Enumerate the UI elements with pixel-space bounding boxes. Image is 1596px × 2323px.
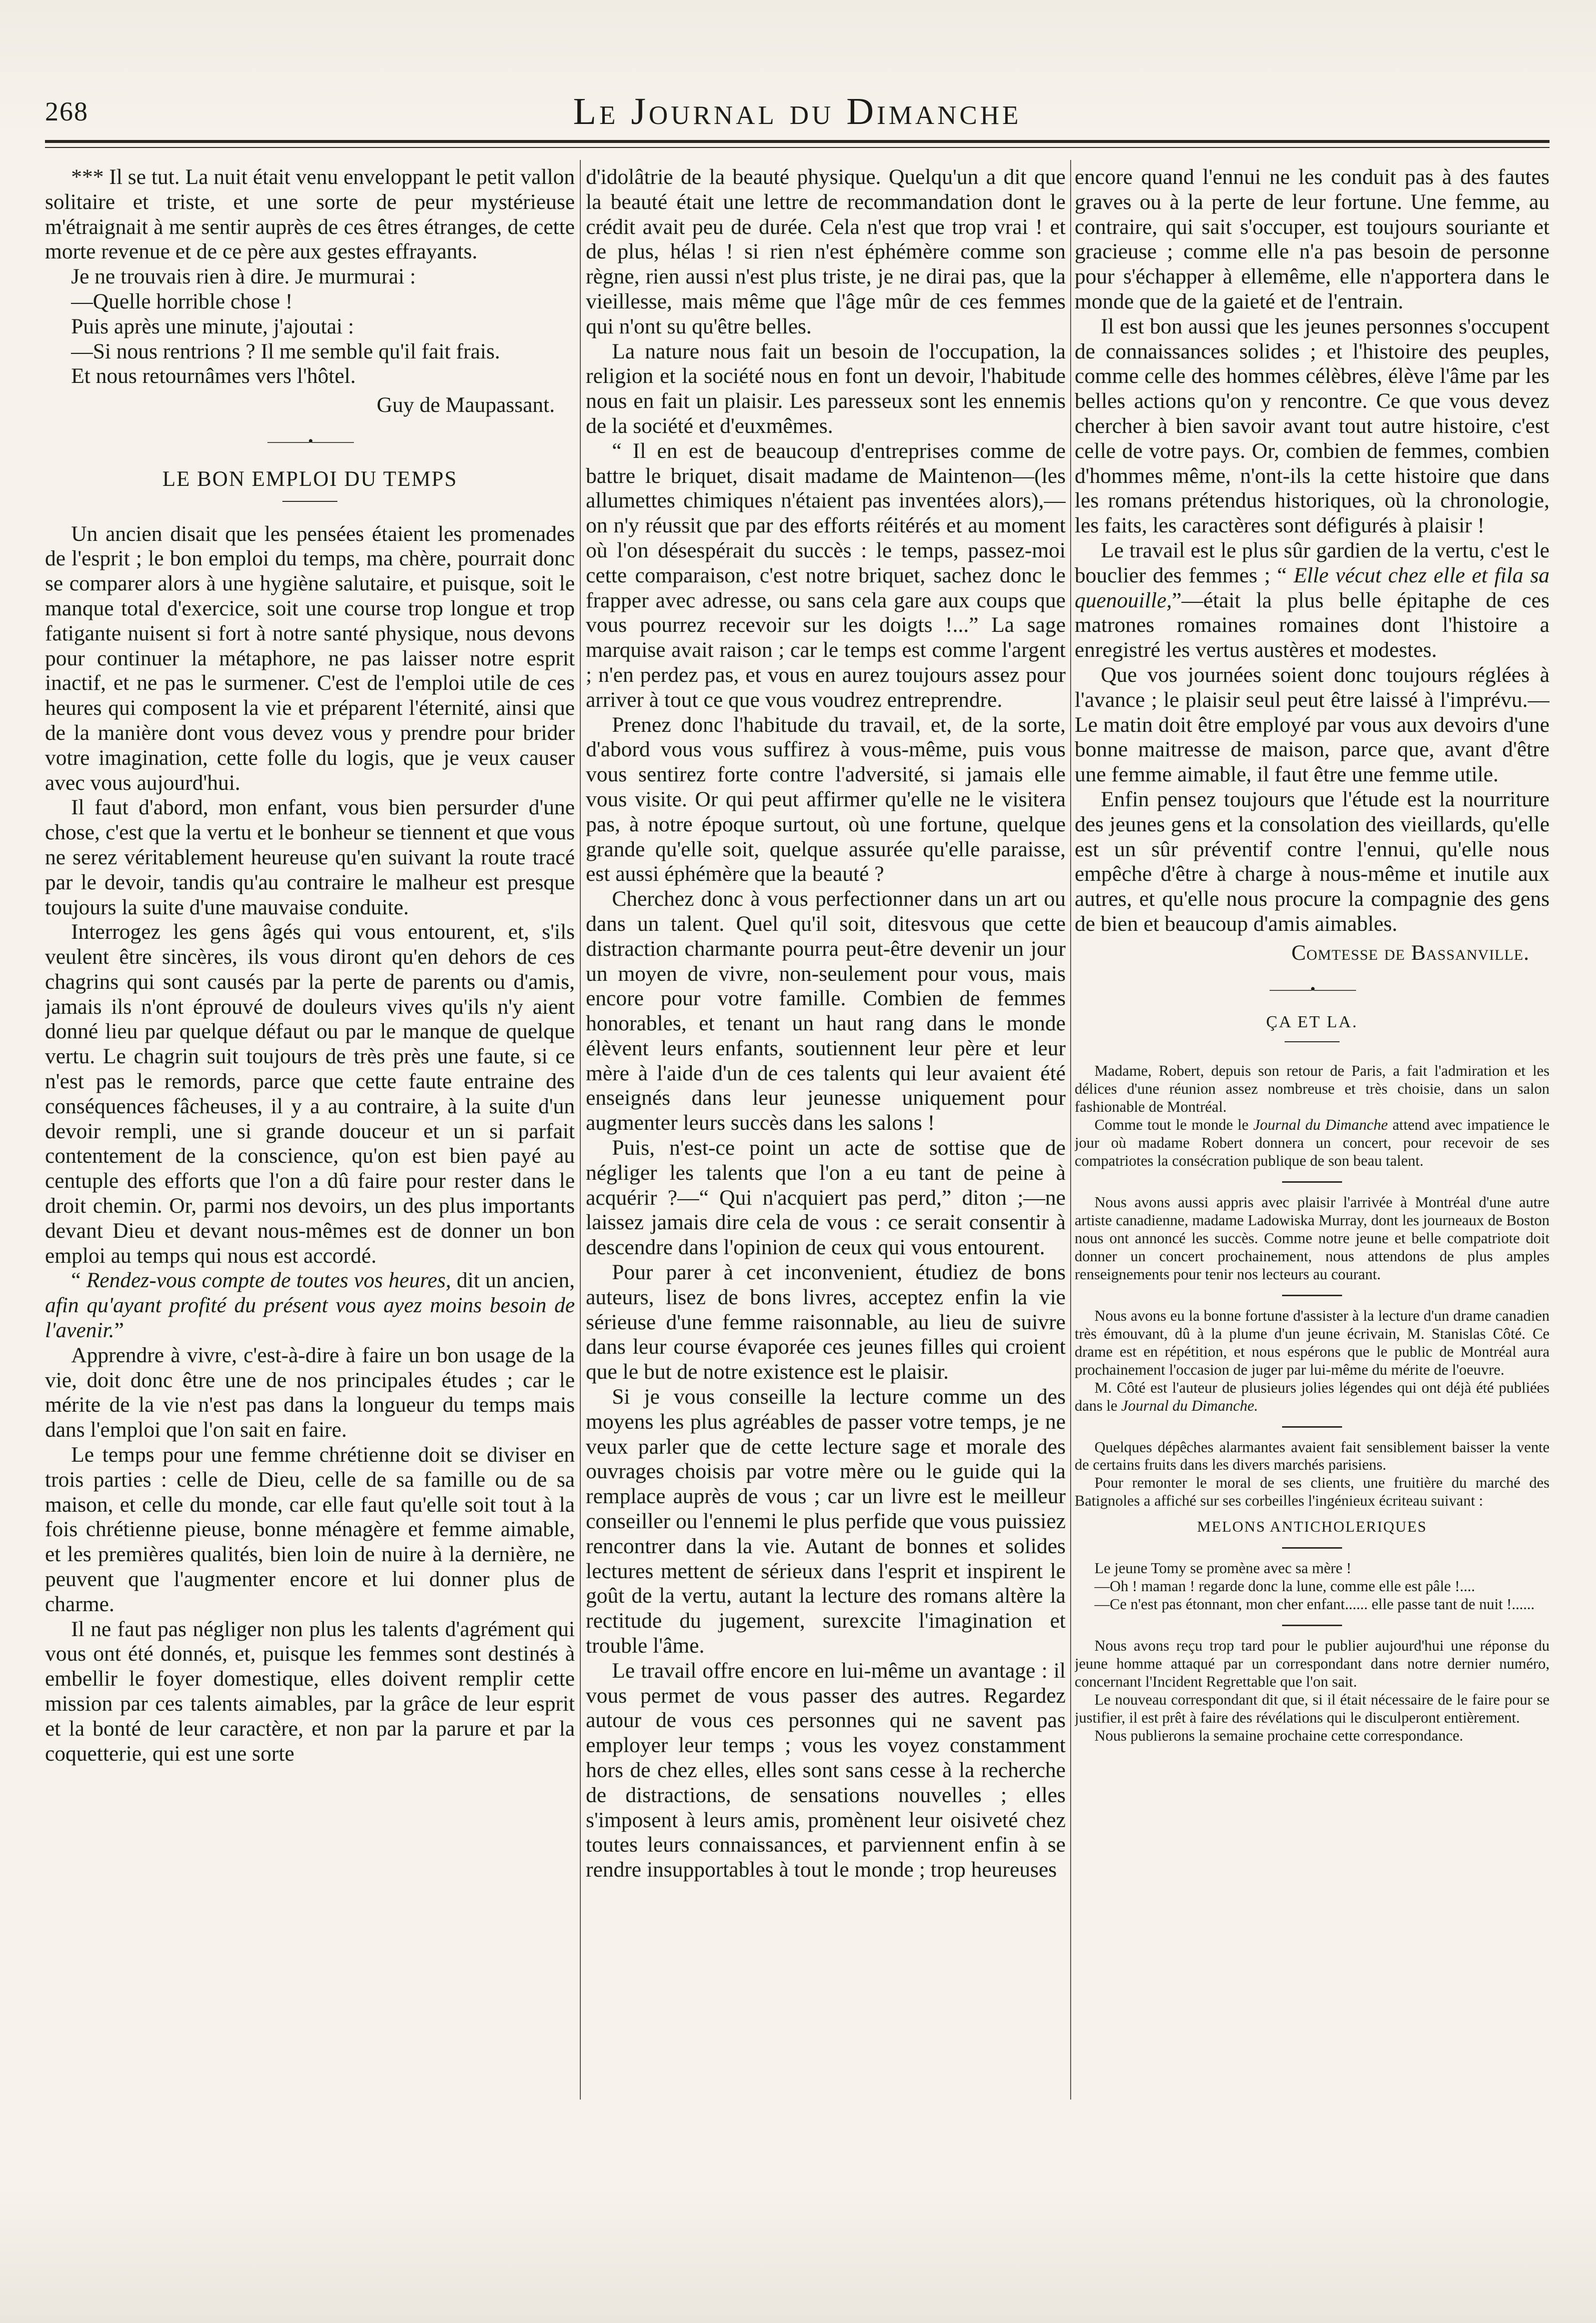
page-number: 268 xyxy=(45,96,88,126)
article-paragraph: Il faut d'abord, mon enfant, vous bien persurder d'une chose, c'est que la vertu et le bonheur se tiennent et que vous ne serez véritablement heureuse qu'en suivant la route tracé par le devoir, tandis qu'au contraire le malheur est presque toujours la suite d'une mauvaise conduite. xyxy=(45,795,575,919)
article-paragraph: Si je vous conseille la lecture comme un des moyens les plus agréables de passer votre temps, je ne veux parler que de cette lecture sage et morale des ouvrages choisis par votre mère ou le guide qui la remplace auprès de vous ; car un livre est le meilleur conseiller ou l'ennemi le plus perfide que vous puissiez rencontrer dans la vie. Autant de bonnes et solides lectures mettent de sérieux dans l'esprit et inspirent le goût de la vertu, autant la lecture des romans altère la rectitude du jugement, surexcite l'imagination et trouble l'âme. xyxy=(586,1385,1066,1658)
virtue-quote: Elle vécut chez elle et fila sa quenouille, xyxy=(1075,563,1550,612)
column-2 xyxy=(586,165,1066,2225)
story-ending-paragraph: Je ne trouvais rien à dire. Je murmurai : xyxy=(71,264,416,289)
article-paragraph xyxy=(1075,538,1550,663)
article-paragraph: Enfin pensez toujours que l'étude est la nourriture des jeunes gens et la consolation des vieillards, qu'elle est un sûr préventif contre l'ennui, qu'elle nous empêche d'être à charge à nous-même et inutile aux autres, et qu'elle nous procure la compagnie des gens de bien et beaucoup d'amis aimables. xyxy=(1075,787,1550,936)
news-separator xyxy=(1282,1181,1342,1183)
news-text: M. Côté est l'auteur de plusieurs jolies légendes qui ont déjà été publiées dans le xyxy=(1075,1379,1550,1414)
column-3 xyxy=(1075,165,1550,2225)
story-ending-paragraph: —Si nous rentrions ? Il me semble qu'il fait frais. xyxy=(71,339,500,363)
article-paragraph: Il ne faut pas négliger non plus les talents d'agrément qui vous ont été donnés, et, puisque les femmes sont destinés à embellir le foyer domestique, elles doivent remplir cette mission par ces talents aimables, par la grâce de leur esprit et la bonté de leur caractère, et non par la parure et par la coquetterie, qui est une sorte xyxy=(45,1617,575,1766)
article-title: LE BON EMPLOI DU TEMPS xyxy=(162,467,458,491)
title-rule xyxy=(282,501,337,502)
news-separator xyxy=(1282,1625,1342,1626)
news-text: Comme tout le monde le xyxy=(1094,1116,1254,1133)
page-header xyxy=(45,90,1550,145)
quote-open: “ xyxy=(71,1268,86,1293)
article-paragraph: Prenez donc l'habitude du travail, et, de la sorte, d'abord vous vous suffirez à vous-même, puis vous vous sentirez forte contre l'adversité, si jamais elle vous visite. Or qui peut affirmer qu'elle ne le visitera pas, à notre époque surtout, où une fortune, quelque grande qu'elle soit, quelque assurée qu'elle paraisse, est aussi éphémère que la beauté ? xyxy=(586,712,1066,886)
news-text: attend avec impatience le jour où madame Robert donnera un concert, pour recevoir de ses compatriotes la consécration publique de son beau talent. xyxy=(1075,1116,1550,1169)
story-ending-paragraph: *** Il se tut. La nuit était venu enveloppant le petit vallon solitaire et triste, et une sorte de peur mystérieuse m'étraignait à me sentir auprès de ces êtres étranges, de cette morte revenue et de ce père aux gestes effrayants. xyxy=(45,165,575,264)
header-rule-thin xyxy=(45,147,1550,148)
story-ending-paragraph: Puis après une minute, j'ajoutai : xyxy=(71,314,354,338)
quote-italic: Rendez-vous compte de toutes vos heures, xyxy=(86,1268,451,1293)
ornament-divider: ———•——— xyxy=(267,432,352,449)
sign-heading: MELONS ANTICHOLERIQUES xyxy=(1197,1518,1427,1536)
article-paragraph: d'idolâtrie de la beauté physique. Quelqu'un a dit que la beauté était une lettre de recommandation dont le crédit avait peu de durée. Cela n'est que trop vrai ! et de plus, hélas ! si rien n'est éphémère comme son règne, rien aussi n'est plus triste, je ne dirai pas, que la vieillesse, mais même que l'âge mûr de ces femmes qui n'ont su qu'être belles. xyxy=(586,165,1066,338)
article-paragraph: Cherchez donc à vous perfectionner dans un art ou dans un talent. Quel qu'il soit, ditesvous que cette distraction charmante pourra peut-être devenir un jour un moyen de vivre, non-seulement pour vous, mais encore pour votre famille. Combien de femmes honorables, et tenant un haut rang dans le monde élèvent leurs enfants, soutiennent leur père et leur mère à l'aide d'un de ces talents qui leur avaient été enseignés dans leur jeunesse uniquement pour augmenter leurs succès dans les salons ! xyxy=(586,887,1066,1135)
article-paragraph: Pour parer à cet inconvenient, étudiez de bons auteurs, lisez de bons livres, acceptez enfin la vie sérieuse d'une femme raisonnable, au lieu de suivre dans leur course évaporée ces jeunes filles qui croient que le but de notre existence est le plaisir. xyxy=(586,1260,1066,1384)
news-paragraph xyxy=(1075,1379,1550,1415)
news-items xyxy=(1075,1062,1550,1746)
virtue-text: Le travail est le plus sûr gardien de la vertu, c'est le bouclier des femmes ; “ xyxy=(1075,538,1550,587)
article-paragraph: “ Il en est de beaucoup d'entreprises comme de battre le briquet, disait madame de Maintenon—(les allumettes chimiques n'étaient pas inventées alors),—on n'y réussit que par des efforts réitérés et au moment où l'on désespérait du succès : le temps, passez-moi cette comparaison, c'est notre briquet, sachez donc le frapper avec adresse, ou sans cela gare aux coups que vous pourrez recevoir sur les doigts !...” La sage marquise avait raison ; car le temps est comme l'argent ; n'en perdez pas, et vous en aurez toujours assez pour arriver à tout ce que vous voudrez entreprendre. xyxy=(586,438,1066,712)
column-divider xyxy=(580,160,581,2100)
header-rule xyxy=(45,140,1550,143)
article-paragraph: Le temps pour une femme chrétienne doit se diviser en trois parties : celle de Dieu, celle de sa famille ou de sa maison, et celle du monde, car elle faut qu'elle soit tout à la fois chrétienne pieuse, bonne ménagère et femme aimable, et les premières qualités, bien loin de nuire à la dernière, ne peuvent que l'augmenter encore et lui donner plus de charme. xyxy=(45,1443,575,1616)
article-paragraph: Un ancien disait que les pensées étaient les promenades de l'esprit ; le bon emploi du temps, ma chère, pourrait donc se comparer alors à une hygiène salutaire, et puisque, soit le manque total d'exercice, soit une course trop longue et trop fatigante nuisent si fort à notre santé physique, nous devons pour continuer la métaphore, ne pas laisser notre esprit inactif, et ne pas le surmener. C'est de l'emploi utile de ces heures qui composent la vie et préparent l'éternité, ainsi que de la manière dont vous devez vous y prendre pour brider votre imagination, cette folle du logis, que je veux causer avec vous aujourd'hui. xyxy=(45,521,575,795)
column-divider xyxy=(1070,160,1071,2100)
news-separator xyxy=(1282,1426,1342,1428)
news-paragraph: —Oh ! maman ! regarde donc la lune, comme elle est pâle !.... xyxy=(1094,1578,1475,1595)
author-signature: Guy de Maupassant. xyxy=(376,393,555,417)
news-paragraph: Quelques dépêches alarmantes avaient fait sensiblement baisser la vente de certains fruits dans les divers marchés parisiens. xyxy=(1075,1438,1550,1474)
news-separator xyxy=(1282,1295,1342,1296)
article-paragraph: encore quand l'ennui ne les conduit pas à des fautes graves ou à la perte de leur fortune. Une femme, au contraire, qui sait s'occuper, est toujours souriante et gracieuse ; comme elle n'a pas besoin de personne pour s'échapper à ellemême, elle n'apportera dans le monde que de la gaieté et de l'entrain. xyxy=(1075,165,1550,313)
ornament-divider: ———•——— xyxy=(1270,980,1355,997)
news-paragraph xyxy=(1075,1116,1550,1170)
news-paragraph: Nous avons eu la bonne fortune d'assister à la lecture d'un drame canadien très émouvant, dû à la plume d'un jeune écrivain, M. Stanislas Côté. Ce drame est en répétition, et nous espérons que le public de Montréal aura prochainement l'occasion de juger par lui-même du mérite de l'oeuvre. xyxy=(1075,1307,1550,1378)
news-italic: Journal du Dimanche. xyxy=(1121,1397,1258,1414)
article-paragraph: Interrogez les gens âgés qui vous entourent, et, s'ils veulent être sincères, ils vous diront qu'en dehors de ces chagrins qui sont causés par la perte de parents ou d'amis, jamais ils n'ont éprouvé de douleurs vives qu'ils n'y aient donné lieu par quelque défaut ou par le manque de quelque vertu. Le chagrin suit toujours de très près une faute, si ce n'est pas le remords, parce que cette faute entraine des conséquences fâcheuses, il y a au contraire, à la suite d'un devoir rempli, une si grande douceur et un si parfait contentement de la conscience, qu'on est bien payé au centuple des efforts que l'on a dû faire pour rester dans le droit chemin. Or, parmi nos devoirs, un des plus importants devant Dieu et devant nous-mêmes est de donner un bon emploi au temps qui nous est accordé. xyxy=(45,920,575,1268)
news-separator xyxy=(1282,1547,1342,1549)
news-italic: Journal du Dimanche xyxy=(1253,1116,1388,1133)
article-paragraph: Le travail offre encore en lui-même un avantage : il vous permet de vous passer des autres. Regardez autour de vous ces personnes qui ne savent pas employer leur temps ; vous les voyez constamment hors de chez elles, elles sont sans cesse à la recherche de distractions, de sensations nouvelles ; elles s'imposent à leurs amis, promènent leur oisiveté chez toutes leurs connaissances, et parviennent enfin à se rendre insupportables à tout le monde ; trop heureuses xyxy=(586,1658,1066,1882)
quote-italic: afin qu'ayant profité du présent vous ayez moins besoin de l'avenir. xyxy=(45,1293,575,1343)
news-paragraph: Le nouveau correspondant dit que, si il était nécessaire de le faire pour se justifier, il est prêt à faire des révélations qui le disculperont entièrement. xyxy=(1075,1691,1550,1727)
news-paragraph: —Ce n'est pas étonnant, mon cher enfant...... elle passe tant de nuit !...... xyxy=(1094,1596,1535,1613)
article-paragraph: Puis, n'est-ce point un acte de sottise que de négliger les talents que l'on a eu tant de peine à acquérir ?—“ Qui n'acquiert pas perd,” diton ;—ne laissez jamais dire cela de vous : ce serait consentir à descendre dans l'opinion de ceux qui vous entourent. xyxy=(586,1136,1066,1260)
article-paragraph: Que vos journées soient donc toujours réglées à l'avance ; le plaisir seul peut être laissé à l'imprévu.—Le matin doit être employé par vous aux devoirs d'une bonne maitresse de maison, parce que, avant d'être une femme aimable, il faut être une femme utile. xyxy=(1075,662,1550,787)
quote-paragraph xyxy=(45,1268,575,1343)
news-paragraph: Nous publierons la semaine prochaine cette correspondance. xyxy=(1094,1727,1464,1745)
article-paragraph: La nature nous fait un besoin de l'occupation, la religion et la société nous en font un devoir, l'habitude nous en fait un plaisir. Les paresseux sont les ennemis de la société et d'euxmêmes. xyxy=(586,339,1066,438)
quote-mid: dit un ancien, xyxy=(451,1268,575,1293)
journal-title: Le Journal du Dimanche xyxy=(573,90,1022,132)
title-rule xyxy=(1285,1041,1340,1042)
news-paragraph: Nous avons aussi appris avec plaisir l'arrivée à Montréal d'une autre artiste canadienne, madame Ladowiska Murray, dont les journeaux de Boston nous ont annoncé les succès. Comme notre jeune et belle compatriote doit donner un concert prochainement, nous attendons de plus amples renseignements pour tenir nos lecteurs au courant. xyxy=(1075,1193,1550,1283)
virtue-text-end: ”—était la plus belle épitaphe de ces matrones romaines romaines dont l'histoire a enregistré les vertus austères et modestes. xyxy=(1075,588,1550,662)
quote-close: ” xyxy=(114,1318,124,1343)
author-signature: Comtesse de Bassanville. xyxy=(1291,940,1530,965)
news-paragraph: Madame, Robert, depuis son retour de Paris, a fait l'admiration et les délices d'une réunion assez nombreuse et très choisie, dans un salon fashionable de Montréal. xyxy=(1075,1062,1550,1115)
article-paragraph: Il est bon aussi que les jeunes personnes s'occupent de connaissances solides ; et l'histoire des peuples, comme celle des hommes célèbres, élève l'âme par les belles actions qu'on y rencontre. Ce que vous devez chercher à bien savoir avant tout autre histoire, c'est celle de votre pays. Or, combien de femmes, combien d'hommes même, n'ont-ils la cette histoire que dans les romans prétendus historiques, où la chronologie, les faits, les caractères sont défigurés à plaisir ! xyxy=(1075,314,1550,538)
news-section-title: ÇA ET LA. xyxy=(1266,1012,1359,1031)
article-paragraph: Apprendre à vivre, c'est-à-dire à faire un bon usage de la vie, doit donc être une de nos principales études ; car le mérite de la vie n'est pas dans la longueur du temps mais dans l'emploi que l'on sait en faire. xyxy=(45,1343,575,1442)
news-paragraph: Le jeune Tomy se promène avec sa mère ! xyxy=(1094,1560,1352,1577)
column-1 xyxy=(45,165,575,2225)
story-ending-paragraph: —Quelle horrible chose ! xyxy=(71,289,293,313)
news-paragraph: Pour remonter le moral de ses clients, une fruitière du marché des Batignoles a affiché sur ses corbeilles l'ingénieux écriteau suivant : xyxy=(1075,1474,1550,1510)
news-paragraph: Nous avons reçu trop tard pour le publier aujourd'hui une réponse du jeune homme attaqué par un correspondant dans notre dernier numéro, concernant l'Incident Regrettable que l'on sait. xyxy=(1075,1637,1550,1691)
story-ending-paragraph: Et nous retournâmes vers l'hôtel. xyxy=(71,364,356,388)
